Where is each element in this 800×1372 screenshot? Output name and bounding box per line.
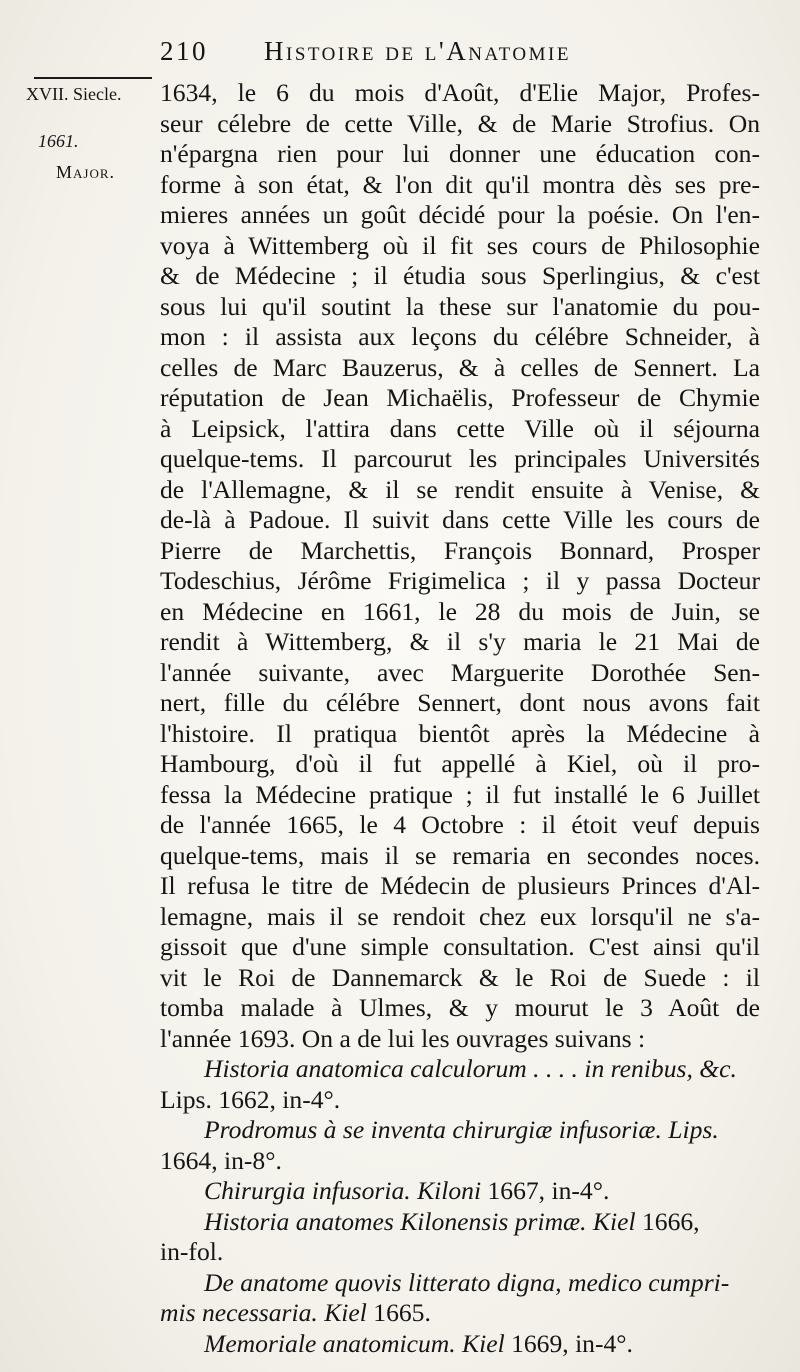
text-line: Pierre de Marchettis, François Bonnard, Prosper (160, 535, 760, 565)
body-text (160, 78, 760, 1359)
work-entry (160, 1329, 760, 1360)
running-head (160, 36, 760, 76)
text-line: forme à son état, & l'on dit qu'il montra dès ses pre- (160, 169, 760, 199)
paragraph (160, 78, 760, 1054)
text-line: mon : il assista aux leçons du célébre Schneider, à (160, 322, 760, 351)
work-entry (160, 1085, 760, 1116)
text-line: l'année 1693. On a de lui les ouvrages suivans : (160, 1023, 646, 1053)
work-title: De anatome quovis litterato digna, medico cumpri- (204, 1267, 730, 1297)
work-entry (160, 1268, 760, 1299)
work-imprint: 1667, in-4°. (481, 1176, 610, 1205)
text-line: en Médecine en 1661, le 28 du mois de Juin, se (160, 596, 760, 626)
work-entry (160, 1176, 760, 1207)
work-imprint: 1664, in-8°. (160, 1145, 282, 1175)
text-line: & de Médecine ; il étudia sous Sperlingius, & c'est (160, 261, 760, 290)
work-imprint: 1665. (366, 1298, 431, 1327)
work-title: Prodromus à se inventa chirurgiæ infusoriæ. Lips. (204, 1115, 719, 1144)
text-line: l'histoire. Il pratiqua bientôt après la Médecine à (160, 718, 760, 748)
work-title: Memoriale anatomicum. Kiel (204, 1328, 505, 1358)
margin-name: Major. (56, 162, 116, 182)
work-entry (160, 1115, 760, 1146)
text-line: fessa la Médecine pratique ; il fut installé le 6 Juillet (160, 779, 760, 809)
text-line: celles de Marc Bauzerus, & à celles de Sennert. La (160, 352, 760, 382)
text-line: Il refusa le titre de Médecin de plusieurs Princes d'Al- (160, 871, 760, 900)
text-line: seur célebre de cette Ville, & de Marie Strofius. On (160, 108, 760, 138)
text-line: de l'année 1665, le 4 Octobre : il étoit veuf depuis (160, 810, 760, 839)
work-imprint: Lips. 1662, in-4°. (160, 1084, 341, 1114)
text-line: l'année suivante, avec Marguerite Dorothée Sen- (160, 657, 760, 687)
text-line: mieres années un goût décidé pour la poésie. On l'en- (160, 200, 760, 229)
work-imprint: in-fol. (160, 1237, 224, 1266)
text-line: vit le Roi de Dannemarck & le Roi de Suede : il (160, 962, 760, 992)
work-title: Historia anatomes Kilonensis primæ. Kiel (204, 1206, 636, 1236)
work-imprint: 1666, (635, 1206, 700, 1236)
work-title: mis necessaria. Kiel (160, 1298, 367, 1327)
work-entry (160, 1207, 760, 1238)
text-line: à Leipsick, l'attira dans cette Ville où il séjourna (160, 413, 760, 443)
text-line: n'épargna rien pour lui donner une éducation con- (160, 139, 760, 168)
text-line: lemagne, mais il se rendoit chez eux lorsqu'il ne s'a- (160, 901, 760, 931)
text-line: voya à Wittemberg où il fit ses cours de Philosophie (160, 230, 760, 260)
text-line: tomba malade à Ulmes, & y mourut le 3 Août de (160, 993, 760, 1022)
text-line: de l'Allemagne, & il se rendit ensuite à Venise, & (160, 474, 760, 504)
work-entry (160, 1298, 760, 1329)
text-line: 1634, le 6 du mois d'Août, d'Elie Major, Profes- (160, 78, 760, 107)
work-entry (160, 1054, 760, 1085)
text-line: quelque-tems. Il parcourut les principales Universités (160, 444, 760, 473)
text-line: rendit à Wittemberg, & il s'y maria le 21 Mai de (160, 627, 760, 656)
text-line: Hambourg, d'où il fut appellé à Kiel, où il pro- (160, 749, 760, 778)
text-line: réputation de Jean Michaëlis, Professeur de Chymie (160, 383, 760, 412)
text-line: de-là à Padoue. Il suivit dans cette Ville les cours de (160, 505, 760, 534)
running-title: Histoire de l'Anatomie (264, 36, 571, 66)
work-title: Historia anatomica calculorum . . . . in renibus, &c. (204, 1054, 737, 1083)
text-line: quelque-tems, mais il se remaria en secondes noces. (160, 840, 760, 870)
margin-rule (34, 77, 152, 79)
text-line: sous lui qu'il soutint la these sur l'anatomie du pou- (160, 291, 760, 321)
margin-year: 1661. (38, 131, 79, 151)
work-entry (160, 1237, 760, 1268)
page-number: 210 (160, 36, 208, 66)
text-line: gissoit que d'une simple consultation. C'est ainsi qu'il (160, 932, 760, 961)
margin-century: XVII. Siecle. (26, 84, 122, 104)
work-imprint: 1669, in-4°. (504, 1328, 633, 1358)
text-line: nert, fille du célébre Sennert, dont nous avons fait (160, 688, 760, 717)
work-entry (160, 1146, 760, 1177)
text-line: Todeschius, Jérôme Frigimelica ; il y passa Docteur (160, 566, 760, 595)
works-list (160, 1054, 760, 1359)
work-title: Chirurgia infusoria. Kiloni (204, 1176, 482, 1205)
